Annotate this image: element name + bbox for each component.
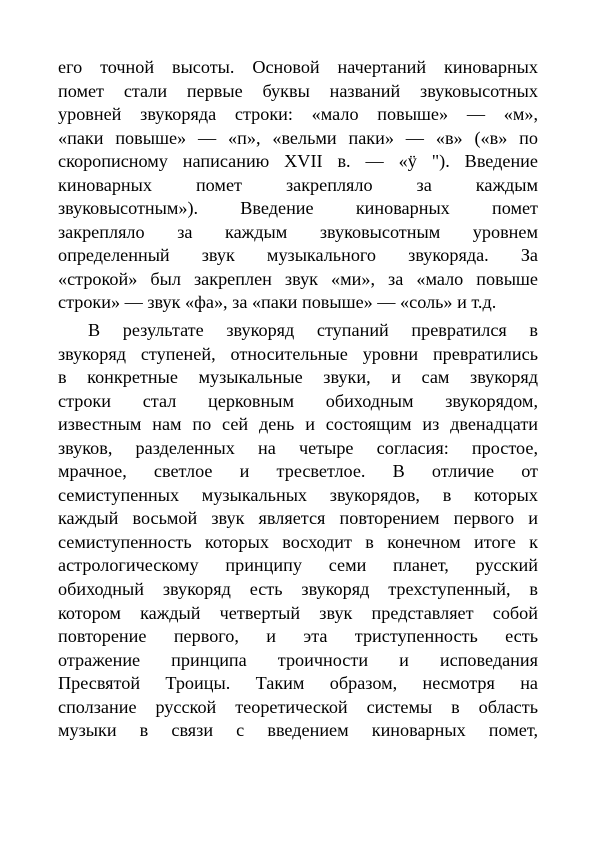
text-line: помет стали первые буквы названий звуковысотных: [58, 80, 538, 101]
text-line: «строкой» был закреплен звук «ми», за «мало повыше: [58, 268, 538, 289]
text-line: киноварных помет закрепляло за каждым: [58, 174, 538, 195]
text-line: музыки в связи с введением киноварных помет,: [58, 720, 538, 741]
text-line: скорописному написанию XVII в. — «ÿ "). Введение: [58, 151, 538, 172]
text-line: его точной высоты. Основой начертаний киноварных: [58, 57, 538, 77]
text-line: семиступенных музыкальных звукорядов, в которых: [58, 484, 538, 505]
text-line: звукоряд ступеней, относительные уровни превратились: [58, 343, 538, 364]
text-line: определенный звук музыкального звукоряда. За: [58, 245, 538, 266]
text-line: семиступенность которых восходит в конечном итоге к: [58, 531, 538, 552]
text-line: звуковысотным»). Введение киноварных помет: [58, 198, 538, 219]
document-page: [58, 56, 538, 743]
text-line: повторение первого, и эта триступенность есть: [58, 626, 538, 647]
text-line: в конкретные музыкальные звуки, и сам звукоряд: [58, 367, 538, 388]
text-line: отражение принципа троичности и исповедания: [58, 649, 538, 670]
text-line: строки» — звук «фа», за «паки повыше» — «соль» и т.д.: [58, 292, 497, 313]
text-line: сползание русской теоретической системы в область: [58, 696, 538, 717]
text-line: астрологическому принципу семи планет, русский: [58, 555, 538, 576]
text-line: мрачное, светлое и тресветлое. В отличие от: [58, 461, 538, 482]
text-line: «паки повыше» — «п», «вельми паки» — «в» («в» по: [58, 127, 538, 148]
text-line: каждый восьмой звук является повторением первого и: [58, 508, 538, 529]
text-line: В результате звукоряд ступаний превратился в: [88, 320, 538, 341]
text-line: известным нам по сей день и состоящим из двенадцати: [58, 414, 538, 435]
text-line: закрепляло за каждым звуковысотным уровнем: [58, 221, 538, 242]
text-line: звуков, разделенных на четыре согласия: простое,: [58, 437, 538, 458]
text-line: обиходный звукоряд есть звукоряд трехступенный, в: [58, 579, 538, 600]
paragraph-2: [58, 319, 538, 743]
text-line: котором каждый четвертый звук представляет собой: [58, 602, 538, 623]
text-line: уровней звукоряда строки: «мало повыше» — «м»,: [58, 104, 538, 125]
text-line: Пресвятой Троицы. Таким образом, несмотря на: [58, 673, 538, 694]
paragraph-1: [58, 56, 538, 315]
text-line: строки стал церковным обиходным звукорядом,: [58, 390, 538, 411]
